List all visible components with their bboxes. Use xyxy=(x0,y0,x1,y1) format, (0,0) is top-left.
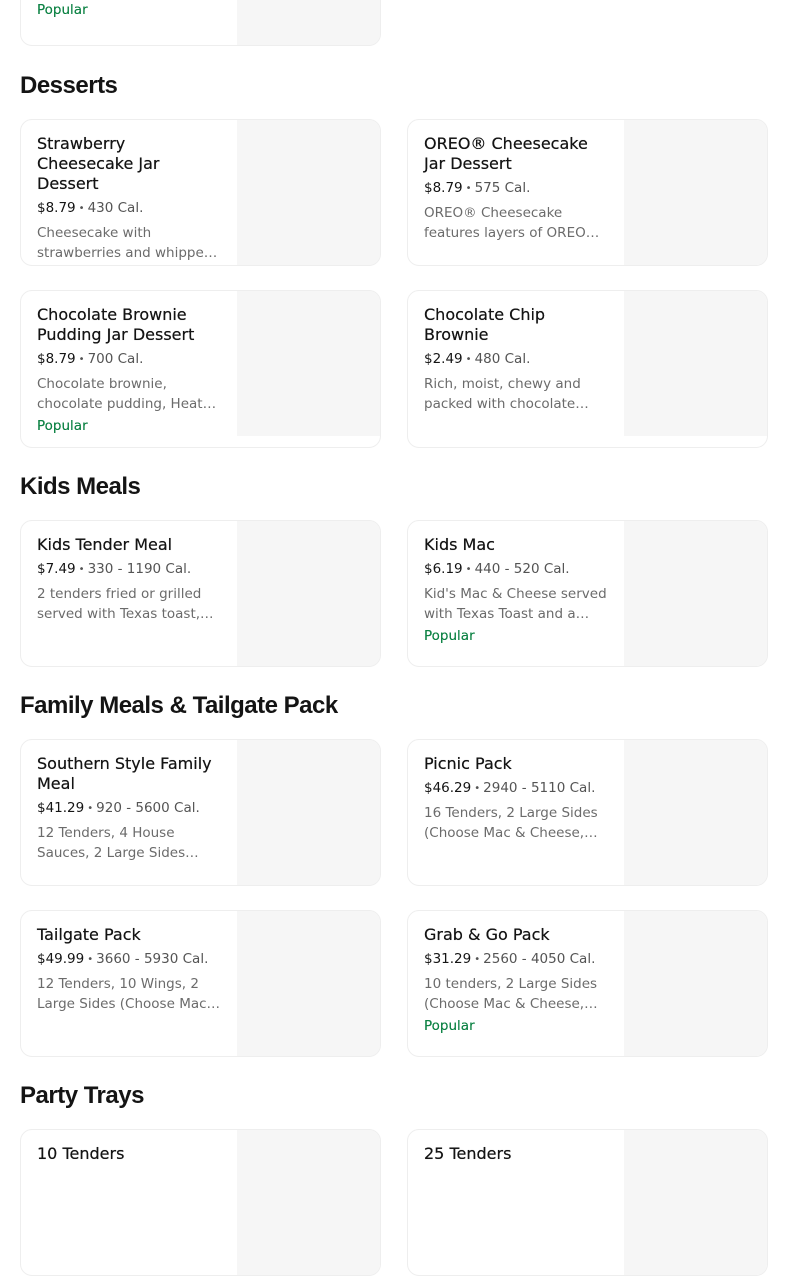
item-price: $49.99 xyxy=(37,951,85,967)
item-name: Tailgate Pack xyxy=(37,925,141,944)
item-price: $6.19 xyxy=(424,561,463,577)
item-description: Cheesecake with strawberries and whipped xyxy=(37,225,213,261)
item-meta xyxy=(424,778,610,799)
menu-item-card[interactable] xyxy=(407,520,768,667)
item-price: $41.29 xyxy=(37,800,85,816)
item-name: Strawberry Cheesecake Jar Dessert xyxy=(37,134,160,193)
menu-item-image xyxy=(624,911,768,1056)
item-name: Kids Mac xyxy=(424,535,495,554)
section-title-party-trays: Party Trays xyxy=(20,1082,144,1109)
item-description: 12 Tenders, 4 House Sauces, 2 Large Sides xyxy=(37,825,186,861)
item-name: Kids Tender Meal xyxy=(37,535,173,554)
item-calories: 480 Cal. xyxy=(474,351,531,367)
item-meta xyxy=(37,949,223,970)
separator-dot: • xyxy=(78,203,85,214)
separator-dot: • xyxy=(87,954,94,965)
item-calories: 2940 - 5110 Cal. xyxy=(483,780,596,796)
menu-item-card[interactable] xyxy=(20,1129,381,1276)
menu-item-info xyxy=(37,0,223,20)
menu-item-card[interactable] xyxy=(20,0,381,46)
menu-item-image xyxy=(237,740,381,885)
item-meta xyxy=(424,559,610,580)
menu-item-info xyxy=(37,1144,223,1164)
item-calories: 700 Cal. xyxy=(87,351,144,367)
menu-item-image xyxy=(237,120,381,265)
item-description: 10 tenders, 2 Large Sides (Choose Mac & Cheese, xyxy=(424,976,598,1012)
menu-item-card[interactable] xyxy=(407,739,768,886)
item-calories: 430 Cal. xyxy=(87,200,144,216)
menu-item-card[interactable] xyxy=(20,290,381,448)
separator-dot: • xyxy=(474,954,481,965)
item-meta xyxy=(424,949,610,970)
menu-item-image xyxy=(624,521,768,666)
menu-item-image xyxy=(237,291,381,436)
item-name: 10 Tenders xyxy=(37,1144,125,1163)
menu-item-info xyxy=(37,535,223,624)
menu-item-card[interactable] xyxy=(20,910,381,1057)
item-meta xyxy=(37,198,223,219)
item-calories: 575 Cal. xyxy=(474,180,531,196)
item-description: Kid's Mac & Cheese served with Texas Toast and a xyxy=(424,586,607,622)
item-calories: 2560 - 4050 Cal. xyxy=(483,951,596,967)
menu-item-info xyxy=(424,754,610,843)
item-calories: 440 - 520 Cal. xyxy=(474,561,570,577)
item-name: 25 Tenders xyxy=(424,1144,512,1163)
menu-item-image xyxy=(624,740,768,885)
menu-item-image xyxy=(624,1130,768,1275)
item-description: 16 Tenders, 2 Large Sides (Choose Mac & Cheese, xyxy=(424,805,598,841)
item-name: Picnic Pack xyxy=(424,754,512,773)
menu-item-card[interactable] xyxy=(407,290,768,448)
menu-item-card[interactable] xyxy=(20,739,381,886)
menu-item-image xyxy=(237,911,381,1056)
item-description: Chocolate brownie, chocolate pudding, Heath xyxy=(37,376,212,412)
separator-dot: • xyxy=(87,803,94,814)
menu-item-card[interactable] xyxy=(20,119,381,266)
item-price: $8.79 xyxy=(37,200,76,216)
item-calories: 3660 - 5930 Cal. xyxy=(96,951,209,967)
menu-item-info xyxy=(37,134,223,263)
item-description: OREO® Cheesecake features layers of OREO® xyxy=(424,205,600,241)
item-calories: 920 - 5600 Cal. xyxy=(96,800,200,816)
item-meta xyxy=(37,349,223,370)
menu-item-image xyxy=(624,291,768,436)
item-description: 12 Tenders, 10 Wings, 2 Large Sides (Choose Mac & xyxy=(37,976,222,1012)
item-name: Grab & Go Pack xyxy=(424,925,550,944)
section-title-kids-meals: Kids Meals xyxy=(20,473,141,500)
popular-badge: Popular xyxy=(424,1018,475,1034)
section-title-family-meals: Family Meals & Tailgate Pack xyxy=(20,692,338,719)
menu-item-info xyxy=(424,305,610,414)
item-description: Rich, moist, chewy and packed with chocolate xyxy=(424,376,581,412)
item-price: $7.49 xyxy=(37,561,76,577)
item-calories: 330 - 1190 Cal. xyxy=(87,561,192,577)
item-meta xyxy=(424,349,610,370)
menu-item-info xyxy=(424,134,610,243)
separator-dot: • xyxy=(78,354,85,365)
item-meta xyxy=(37,798,223,819)
popular-badge: Popular xyxy=(37,418,88,434)
menu-item-info xyxy=(37,754,223,863)
separator-dot: • xyxy=(474,783,481,794)
menu-item-image xyxy=(237,521,381,666)
menu-item-info xyxy=(424,925,610,1036)
item-price: $31.29 xyxy=(424,951,472,967)
item-name: Chocolate Brownie Pudding Jar Dessert xyxy=(37,305,195,344)
item-name: OREO® Cheesecake Jar Dessert xyxy=(424,134,588,173)
popular-badge: Popular xyxy=(424,628,475,644)
menu-item-info xyxy=(37,925,223,1014)
item-name: Chocolate Chip Brownie xyxy=(424,305,546,344)
menu-item-card[interactable] xyxy=(20,520,381,667)
popular-badge: Popular xyxy=(37,2,88,18)
section-title-desserts: Desserts xyxy=(20,72,118,99)
separator-dot: • xyxy=(465,354,472,365)
separator-dot: • xyxy=(465,564,472,575)
menu-item-info xyxy=(424,535,610,646)
menu-item-card[interactable] xyxy=(407,910,768,1057)
item-name: Southern Style Family Meal xyxy=(37,754,212,793)
menu-item-image xyxy=(237,0,381,46)
menu-item-card[interactable] xyxy=(407,1129,768,1276)
item-price: $8.79 xyxy=(424,180,463,196)
menu-item-image xyxy=(237,1130,381,1275)
item-price: $8.79 xyxy=(37,351,76,367)
separator-dot: • xyxy=(78,564,85,575)
menu-item-card[interactable] xyxy=(407,119,768,266)
item-price: $46.29 xyxy=(424,780,472,796)
item-meta xyxy=(424,178,610,199)
item-meta xyxy=(37,559,223,580)
menu-item-info xyxy=(37,305,223,436)
item-price: $2.49 xyxy=(424,351,463,367)
separator-dot: • xyxy=(465,183,472,194)
item-description: 2 tenders fried or grilled served with Texas toast, xyxy=(37,586,202,622)
menu-item-info xyxy=(424,1144,610,1164)
menu-item-image xyxy=(624,120,768,265)
